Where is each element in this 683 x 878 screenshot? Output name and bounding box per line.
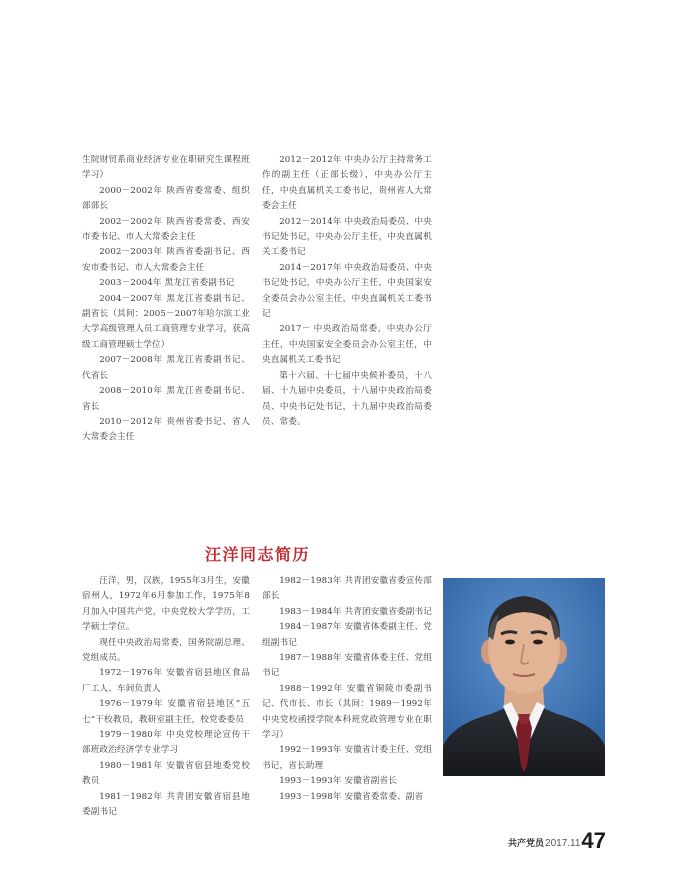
portrait-icon bbox=[443, 578, 605, 776]
paragraph: 1984－1987年 安徽省体委副主任、党组副书记 bbox=[262, 622, 432, 648]
paragraph: 1988－1992年 安徽省铜陵市委副书记、代市长、市长（其间：1989－1992年中央党校函授学院本科班党政管理专业在职学习） bbox=[262, 683, 432, 741]
paragraph: 1981－1982年 共青团安徽省宿县地委副书记 bbox=[82, 791, 250, 818]
text-column-bottom-left bbox=[82, 574, 250, 821]
paragraph: 1979－1980年 中央党校理论宣传干部班政治经济学专业学习 bbox=[82, 730, 250, 756]
portrait-photo bbox=[443, 578, 605, 776]
paragraph: 第十六届、十七届中央候补委员，十八届、十九届中央委员，十八届中央政治局委员、中央书记处书记，十九届中央政治局委员、常委。 bbox=[262, 370, 432, 427]
paragraph: 2004－2007年 黑龙江省委副书记、副省长（其间：2005－2007年哈尔滨工业大学高级管理人员工商管理专业学习，获高级工商管理硕士学位） bbox=[82, 293, 250, 350]
paragraph: 1983－1984年 共青团安徽省委副书记 bbox=[279, 606, 432, 617]
text-column-top-right bbox=[262, 153, 432, 430]
paragraph: 1993－1993年 安徽省副省长 bbox=[279, 776, 397, 787]
paragraph: 1982－1983年 共青团安徽省委宣传部部长 bbox=[262, 576, 432, 602]
paragraph: 1992－1993年 安徽省计委主任、党组书记，省长助理 bbox=[262, 745, 432, 771]
paragraph: 2007－2008年 黑龙江省委副书记、代省长 bbox=[82, 355, 250, 381]
text-column-top-left bbox=[82, 153, 250, 446]
paragraph: 现任中央政治局常委，国务院副总理、党组成员。 bbox=[82, 637, 250, 664]
paragraph: 2000－2002年 陕西省委常委、组织部部长 bbox=[82, 185, 250, 212]
paragraph: 2017－ 中央政治局常委，中央办公厅主任，中央国家安全委员会办公室主任，中央直属机关工委书记 bbox=[262, 324, 432, 366]
page-footer bbox=[508, 826, 606, 852]
page-number: 47 bbox=[581, 828, 606, 853]
text-column-bottom-right bbox=[262, 574, 432, 805]
section-title: 汪洋同志简历 bbox=[205, 545, 311, 564]
paragraph: 2012－2014年 中央政治局委员、中央书记处书记，中央办公厅主任，中央直属机关工委书记 bbox=[262, 216, 432, 258]
paragraph: 2003－2004年 黑龙江省委副书记 bbox=[99, 278, 235, 289]
paragraph: 1980－1981年 安徽省宿县地委党校教员 bbox=[82, 760, 250, 787]
paragraph: 2002－2002年 陕西省委常委、西安市委书记、市人大常委会主任 bbox=[82, 216, 250, 243]
paragraph: 2010－2012年 贵州省委书记、省人大常委会主任 bbox=[82, 416, 250, 443]
paragraph: 汪洋，男，汉族，1955年3月生，安徽宿州人，1972年6月参加工作，1975年8月加入中国共产党，中央党校大学学历，工学硕士学位。 bbox=[82, 576, 250, 633]
paragraph: 生院财贸系商业经济专业在职研究生课程班学习） bbox=[82, 155, 250, 181]
issue-date: 2017.11 bbox=[545, 838, 581, 849]
paragraph: 1993－1998年 安徽省委常委、副省 bbox=[279, 791, 424, 802]
paragraph: 1976－1979年 安徽省宿县地区“五七”干校教员，教研室副主任，校党委委员 bbox=[82, 699, 250, 725]
paragraph: 2012－2012年 中央办公厅主持常务工作的副主任（正部长级），中央办公厅主任，中央直属机关工委书记，贵州省人大常委会主任 bbox=[262, 155, 432, 212]
magazine-name: 共产党员 bbox=[508, 839, 545, 849]
paragraph: 2008－2010年 黑龙江省委副书记、省长 bbox=[82, 386, 250, 412]
paragraph: 2002－2003年 陕西省委副书记、西安市委书记、市人大常委会主任 bbox=[82, 247, 250, 273]
paragraph: 1972－1976年 安徽省宿县地区食品厂工人、车间负责人 bbox=[82, 668, 250, 694]
paragraph: 1987－1988年 安徽省体委主任、党组书记 bbox=[262, 653, 432, 679]
paragraph: 2014－2017年 中央政治局委员、中央书记处书记，中央办公厅主任，中央国家安全委员会办公室主任，中央直属机关工委书记 bbox=[262, 262, 432, 320]
